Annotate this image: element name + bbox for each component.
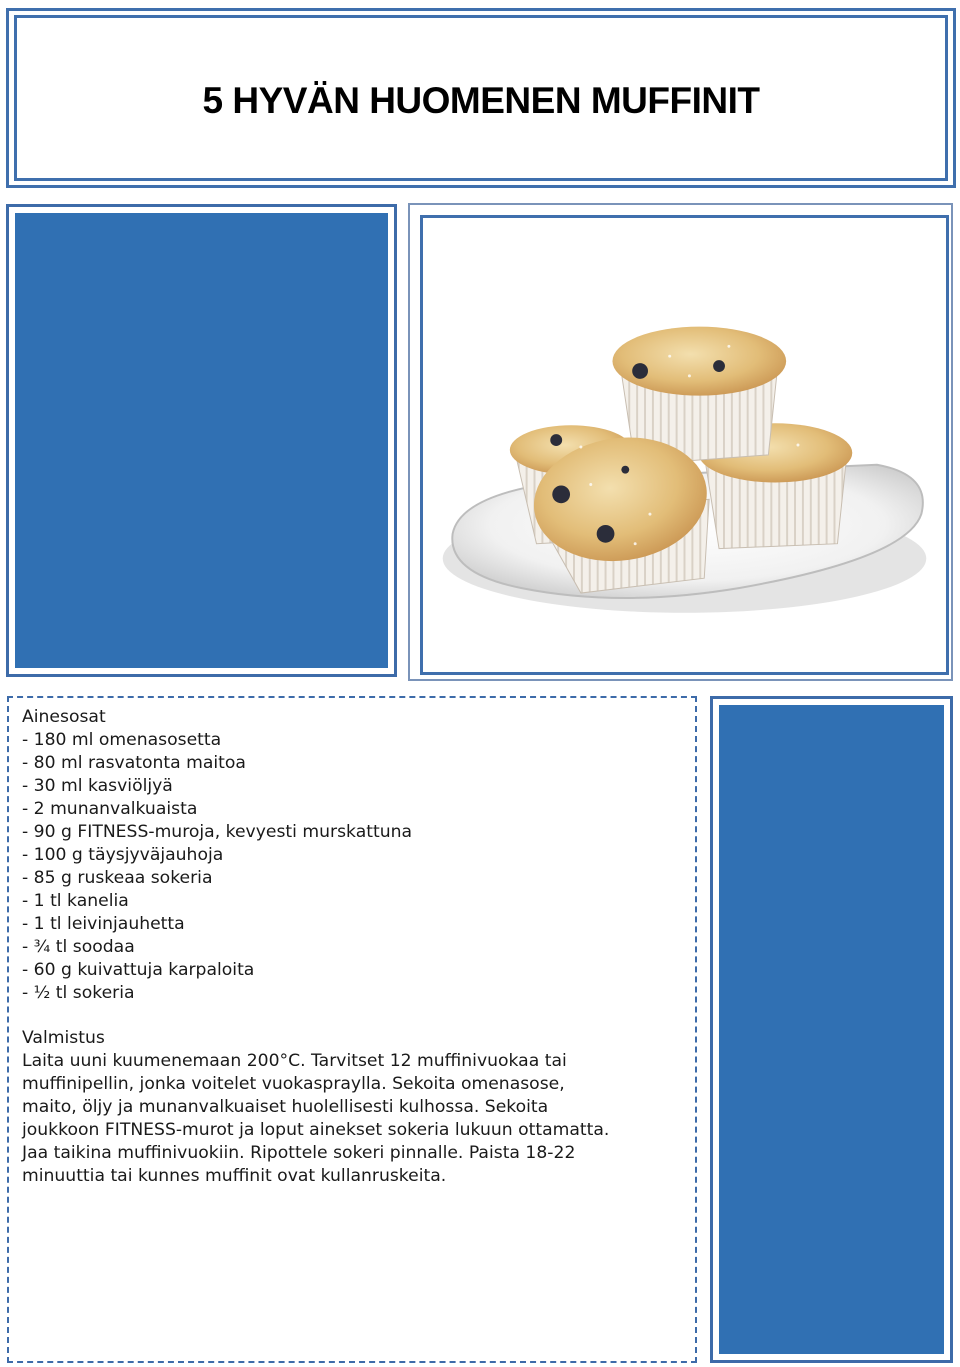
section-gap <box>22 1005 687 1027</box>
right-decor-panel <box>710 696 953 1363</box>
ingredient-item: - ¾ tl soodaa <box>22 937 135 957</box>
right-decor-fill <box>719 705 944 1354</box>
method-line: Jaa taikina muffinivuokiin. Ripottele sokeri pinnalle. Paista 18-22 <box>22 1143 576 1163</box>
recipe-box <box>7 696 697 1363</box>
ingredient-item: - 85 g ruskeaa sokeria <box>22 868 213 888</box>
photo-frame <box>420 215 949 675</box>
muffins-photo <box>423 218 946 672</box>
ingredients-heading: Ainesosat <box>22 707 106 727</box>
ingredient-item: - 60 g kuivattuja karpaloita <box>22 960 255 980</box>
ingredient-item: - 2 munanvalkuaista <box>22 799 198 819</box>
method-line: muffinipellin, jonka voitelet vuokaspraylla. Sekoita omenasose, <box>22 1074 565 1094</box>
method-heading: Valmistus <box>22 1028 105 1048</box>
method-line: maito, öljy ja munanvalkuaiset huolellisesti kulhossa. Sekoita <box>22 1097 549 1117</box>
ingredient-item: - 80 ml rasvatonta maitoa <box>22 753 246 773</box>
left-decor-fill <box>15 213 388 668</box>
photo-panel <box>408 203 953 681</box>
ingredient-item: - 1 tl leivinjauhetta <box>22 914 185 934</box>
ingredient-item: - 100 g täysjyväjauhoja <box>22 845 224 865</box>
ingredient-item: - ½ tl sokeria <box>22 983 135 1003</box>
ingredient-item: - 1 tl kanelia <box>22 891 129 911</box>
title-inner-frame <box>14 15 948 181</box>
recipe-text <box>22 706 687 1188</box>
method-line: joukkoon FITNESS-murot ja loput ainekset sokeria lukuun ottamatta. <box>22 1120 610 1140</box>
title-box <box>6 8 956 188</box>
ingredient-item: - 90 g FITNESS-muroja, kevyesti murskattuna <box>22 822 413 842</box>
ingredient-item: - 180 ml omenasosetta <box>22 730 222 750</box>
ingredient-item: - 30 ml kasviöljyä <box>22 776 173 796</box>
method-line: Laita uuni kuumenemaan 200°C. Tarvitset 12 muffinivuokaa tai <box>22 1051 567 1071</box>
left-decor-panel <box>6 204 397 677</box>
method-line: minuuttia tai kunnes muffinit ovat kullanruskeita. <box>22 1166 447 1186</box>
page-title: 5 HYVÄN HUOMENEN MUFFINIT <box>202 80 760 121</box>
